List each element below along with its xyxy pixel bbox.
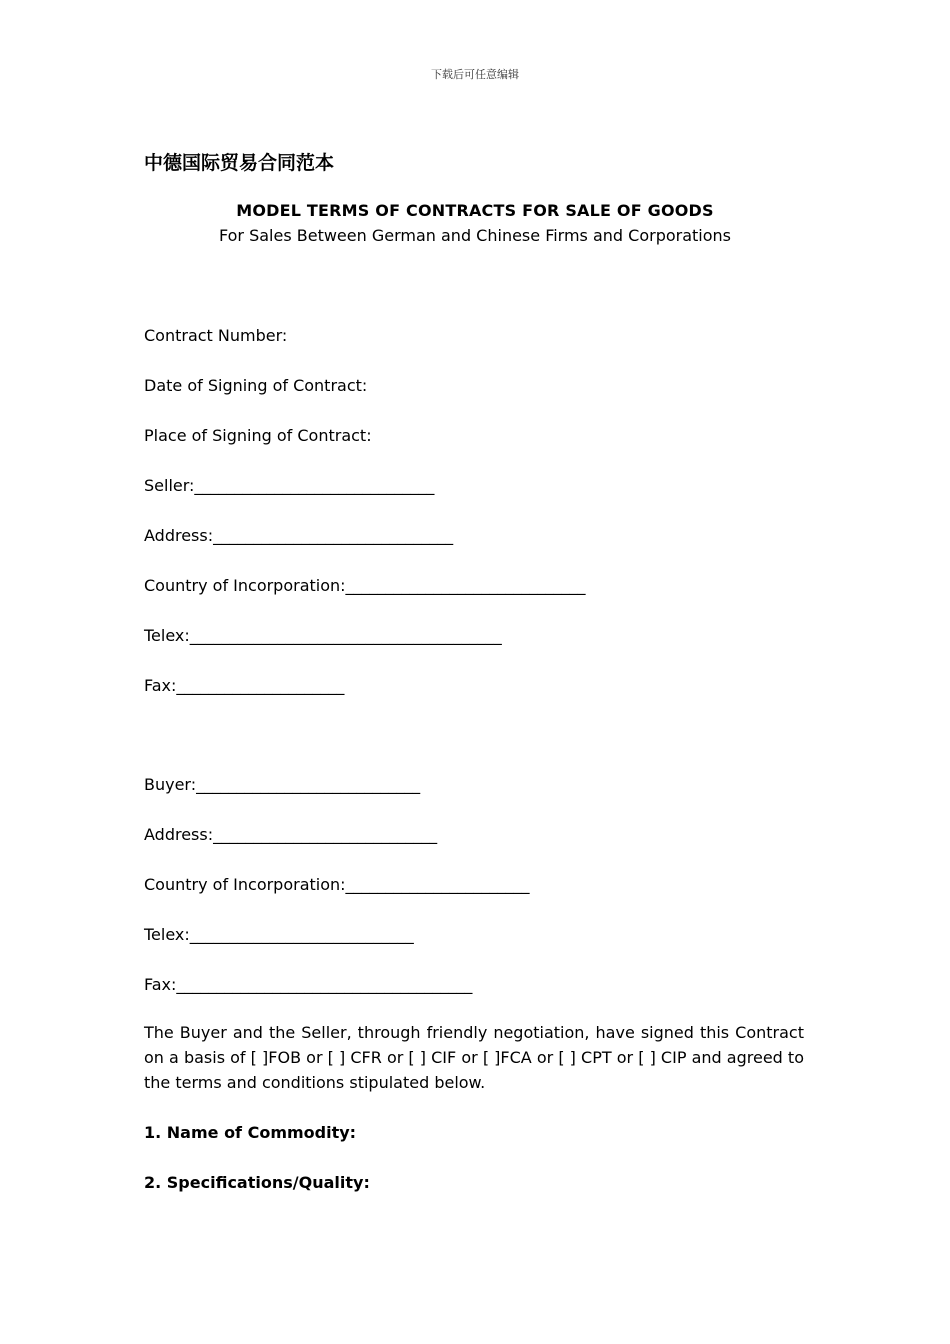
section-heading: 2. Specifications/Quality: bbox=[144, 1173, 370, 1192]
chinese-title: 中德国际贸易合同范本 bbox=[144, 152, 335, 174]
buyer-country-field: Country of Incorporation:_______________________ bbox=[144, 875, 530, 894]
signing-place-field: Place of Signing of Contract: bbox=[144, 426, 372, 445]
buyer-name-field: Buyer:____________________________ bbox=[144, 775, 421, 794]
buyer-address-field: Address:____________________________ bbox=[144, 825, 438, 844]
seller-telex-field: Telex:_______________________________________ bbox=[144, 626, 502, 645]
buyer-fax-field: Fax:_____________________________________ bbox=[144, 975, 473, 994]
seller-name-field: Seller:______________________________ bbox=[144, 476, 435, 495]
agreement-paragraph: The Buyer and the Seller, through friendly negotiation, have signed this Contract on a basis of [ ]FOB or [ ] CFR or [ ] CIF or [ ]FCA or [ ] CPT or [ ] CIP and agreed to the terms and conditions stipulated below. bbox=[144, 1023, 804, 1092]
seller-country-field: Country of Incorporation:______________________________ bbox=[144, 576, 586, 595]
document-subtitle: For Sales Between German and Chinese Firms and Corporations bbox=[218, 226, 732, 245]
seller-fax-field: Fax:_____________________ bbox=[144, 676, 345, 695]
section-heading: 1. Name of Commodity: bbox=[144, 1123, 357, 1142]
header-note: 下载后可任意编辑 bbox=[431, 68, 519, 81]
contract-number-field: Contract Number: bbox=[144, 326, 288, 345]
seller-address-field: Address:______________________________ bbox=[144, 526, 454, 545]
buyer-telex-field: Telex:____________________________ bbox=[144, 925, 414, 944]
document-title: MODEL TERMS OF CONTRACTS FOR SALE OF GOODS bbox=[236, 201, 714, 220]
signing-date-field: Date of Signing of Contract: bbox=[144, 376, 368, 395]
